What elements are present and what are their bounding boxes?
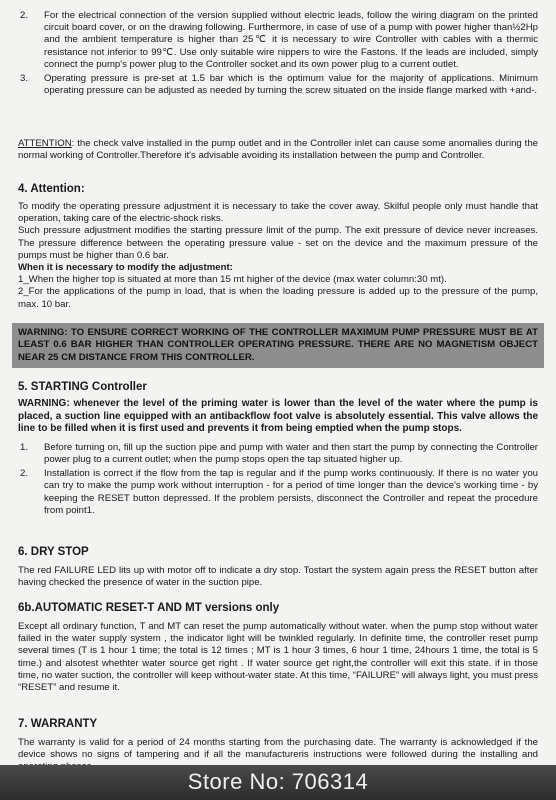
section-7-heading: 7. WARRANTY [18,718,98,730]
attention-note [18,138,538,162]
section-4-paragraph: 2_For the applications of the pump in load, that is when the loading pressure is added up to the pressure of the pump, max. 10 bar. [18,286,538,310]
list-item-text: Before turning on, fill up the suction pipe and pump with water and then start the pump by connecting the Controller power plug to a current outlet; when the pump stops open the tap situated higher up. [44,441,538,465]
section-4-paragraph: Such pressure adjustment modifies the starting pressure limit of the pump. The exit pressure of device never increases. The pressure difference between the operating pressure value - set on the device and the maximum pressure of the pumps must be higher than 0.6 bar. [18,225,538,261]
section-6b-heading: 6b.AUTOMATIC RESET-T AND MT versions only [18,602,280,614]
section-4-paragraph: To modify the operating pressure adjustment it is necessary to take the cover away. Skilful people only must handle that operation, taking care of the electric-shock risks. [18,201,538,225]
section-5-list [18,442,538,517]
section-5-warning: WARNING: whenever the level of the priming water is lower than the level of the water where the pump is placed, a suction line equipped with an antibackflow foot valve is absolutely essential. This valve allows the line to be filled when it is first used and prevents it from being emptied when the pump stops. [18,398,538,435]
warning-box-section [18,323,538,368]
section-6-text: The red FAILURE LED lits up with motor off to indicate a dry stop. Tostart the system again press the RESET button after having checked the presence of water in the suction pipe. [18,565,538,589]
list-item-number: 2. [20,468,29,480]
section-5-heading: 5. STARTING Controller [18,381,147,393]
section-6b-text: Except all ordinary function, T and MT can reset the pump automatically without water. when the pump stop without water failed in the water supply system , the indicator light will be twinkled regularly. In definite time, the controller reset pump several times (T is 1 hour 1 time; the total is 12 times ; MT is 1 hour 3 times, 6 hour 1 time, 24hours 1 time, the total is 5 time.) and alsotest whethter water source get right . If water source get right,the controller will exit this state. if in those time, no water suction, the controller will keep without-water state. At this time, “FAILURE” will always light, you must press “RESET” and resume it. [18,621,538,694]
section-6 [18,545,538,589]
section-7-text: The warranty is valid for a period of 24 months starting from the purchasing date. The warranty is acknowledged if the device shows no signs of tampering and if all the manufactureris instructions were followed during the installing and [18,737,538,761]
section-4-subheading: When it is necessary to modify the adjustment: [18,262,233,274]
list-item-text: Installation is correct if the flow from the tap is regular and if the pump works continuously. If there is no water you can try to make the pump work without interruption - for a period of time longer than the device's working time - by keeping the RESET button depressed. If the problem persists, disconnect the Controller and repeat the procedure from point1. [44,468,538,516]
section-4-heading: 4. Attention: [18,183,85,195]
attention-label: ATTENTION [18,138,72,149]
list-item-number: 1. [20,441,29,453]
section-4-paragraph: 1_When the higher top is situated at more than 15 mt higher of the device (max water column:30 mt). [18,274,447,286]
section-6-heading: 6. DRY STOP [18,546,89,558]
attention-text: : the check valve installed in the pump outlet and in the Controller inlet can cause some anomalies during the normal working of Controller.Therefore it's advisable avoiding its installation between the pump and Controller. [18,138,538,162]
top-numbered-list [18,10,538,97]
list-item-number: 3. [20,73,29,85]
list-item-text: For the electrical connection of the version supplied without electric leads, follow the wiring diagram on the printed circuit board cover, or on the drawing following. Furthermore, in case of use of a pump with power higher than½2Hp and the ambient temperature is higher than 25℃ it is necessary to wire Controller with cables with a thermic resistance not inferior to 99℃. Use only suitable wire nippers to wire the Fastons. If the leads are included, simply connect the pump's power plug to the Controller socket and its own power plug to a current outlet. [44,10,538,70]
section-4 [18,182,538,311]
store-watermark: Store No: 706314 [187,769,369,794]
section-5 [18,380,538,519]
list-item [18,10,538,71]
warning-box: WARNING: TO ENSURE CORRECT WORKING OF THE CONTROLLER MAXIMUM PUMP PRESSURE MUST BE AT LEAST 0.6 BAR HIGHER THAN CONTROLLER OPERATING PRESSURE. THERE ARE NO MAGNETISM OBJECT NEAR 25 CM DISTANCE FROM THIS CONTROLLER. [12,323,544,368]
list-item-number: 2. [20,10,29,21]
list-item [18,73,538,97]
list-item-text: Operating pressure is pre-set at 1.5 bar which is the optimum value for the majority of applications. Minimum operating pressure can be adjusted as needed by turning the screw situated on the inside flange marked with +and-. [44,73,538,97]
list-item [18,468,538,517]
list-item [18,442,538,466]
top-list-section [18,10,538,99]
section-6b [18,601,538,694]
